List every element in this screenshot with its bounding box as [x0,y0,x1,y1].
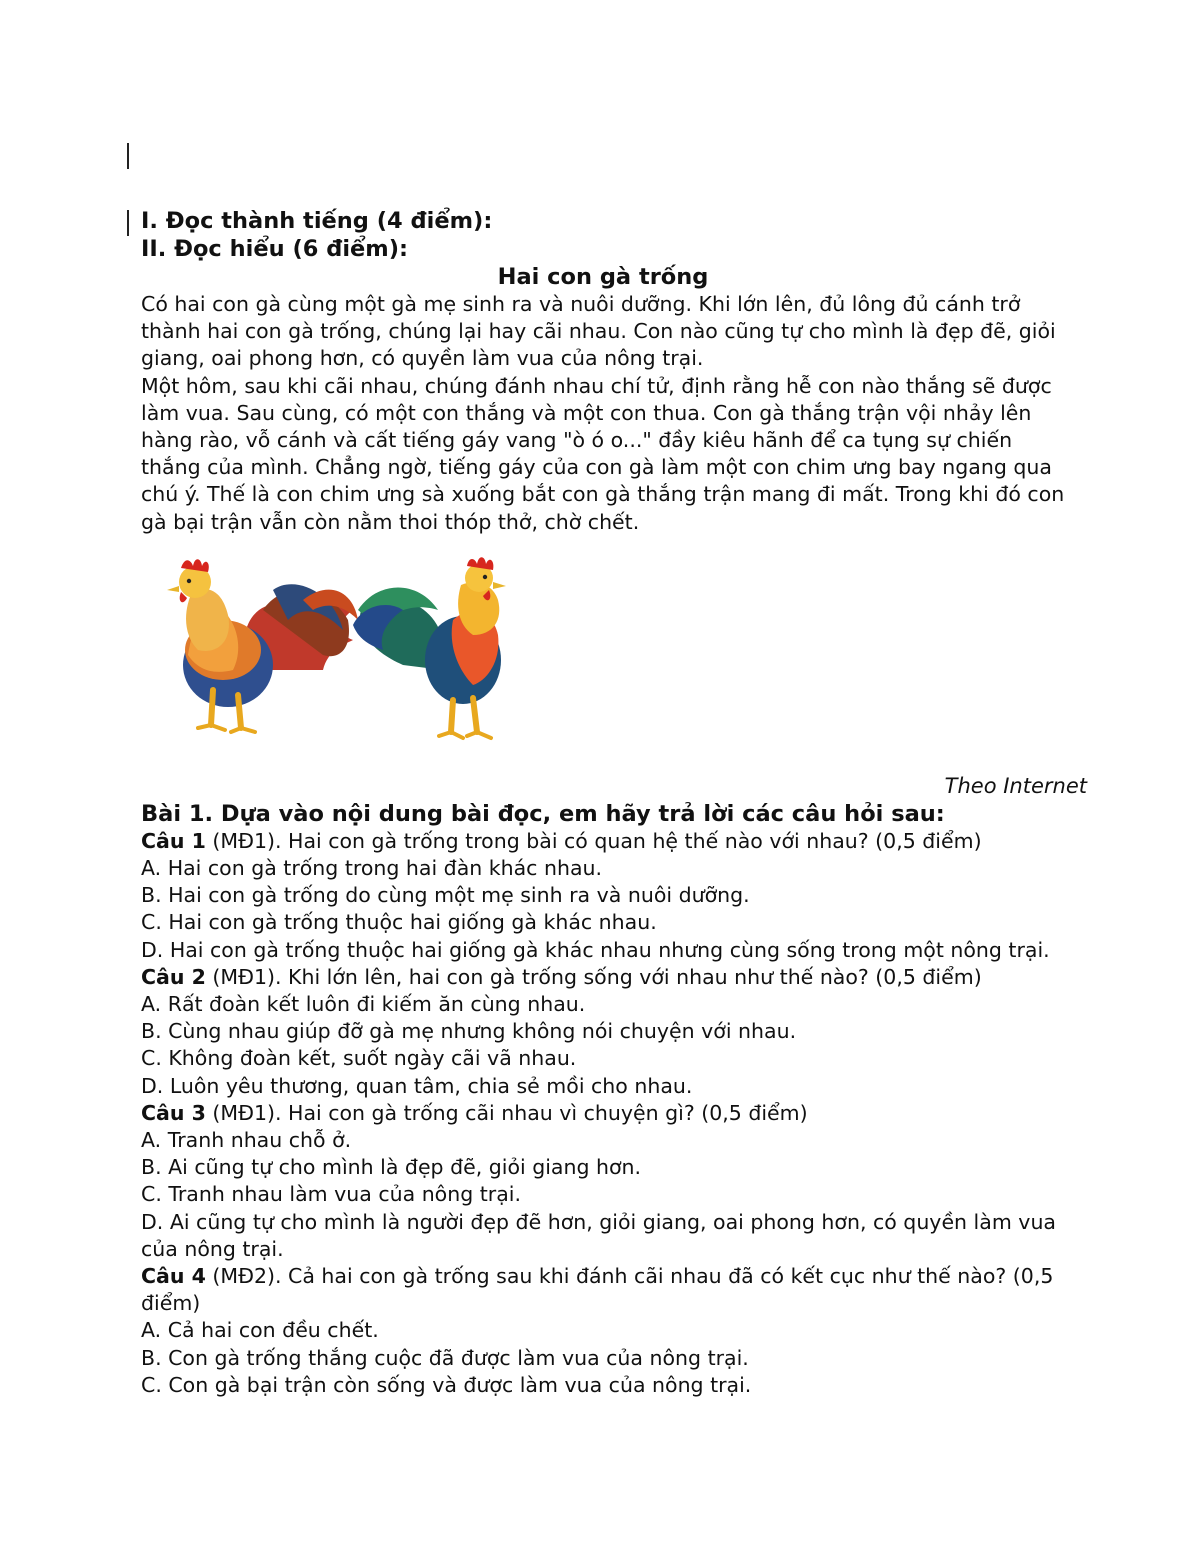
question-4 [141,1263,1071,1317]
question-4-option-a: A. Cả hai con đều chết. [141,1318,379,1343]
question-3-option-b: B. Ai cũng tự cho mình là đẹp đẽ, giỏi giang hơn. [141,1155,642,1180]
question-1 [141,828,1071,855]
question-4-option-b: B. Con gà trống thắng cuộc đã được làm vua của nông trại. [141,1345,749,1370]
section-reading-comprehension: II. Đọc hiểu (6 điểm): [141,236,409,262]
question-1-label: Câu 1 [141,828,206,853]
question-2-option-b: B. Cùng nhau giúp đỡ gà mẹ nhưng không nói chuyện với nhau. [141,1019,797,1044]
question-4-text: (MĐ2). Cả hai con gà trống sau khi đánh cãi nhau đã có kết cục như thế nào? (0,5 điểm) [141,1264,1054,1316]
question-1-option-d: D. Hai con gà trống thuộc hai giống gà khác nhau nhưng cùng sống trong một nông trại. [141,937,1050,962]
question-3-label: Câu 3 [141,1100,206,1125]
two-roosters-image [153,550,533,750]
question-3-text: (MĐ1). Hai con gà trống cãi nhau vì chuyện gì? (0,5 điểm) [205,1100,808,1125]
question-3-option-d: D. Ai cũng tự cho mình là người đẹp đẽ hơn, giỏi giang, oai phong hơn, có quyền làm vua của nông trại. [141,1209,1056,1261]
right-rooster [353,557,506,738]
question-2-option-d: D. Luôn yêu thương, quan tâm, chia sẻ mồi cho nhau. [141,1073,693,1098]
question-2-option-a: A. Rất đoàn kết luôn đi kiếm ăn cùng nhau. [141,992,586,1017]
question-2-text: (MĐ1). Khi lớn lên, hai con gà trống sống với nhau như thế nào? (0,5 điểm) [205,964,982,989]
question-2 [141,964,1071,991]
question-4-option-c: C. Con gà bại trận còn sống và được làm vua của nông trại. [141,1372,752,1397]
question-3-option-c: C. Tranh nhau làm vua của nông trại. [141,1182,521,1207]
question-1-option-c: C. Hai con gà trống thuộc hai giống gà khác nhau. [141,910,657,935]
roosters-illustration [141,536,1071,772]
text-cursor-heading [127,210,129,236]
question-1-text: (MĐ1). Hai con gà trống trong bài có quan hệ thế nào với nhau? (0,5 điểm) [205,828,982,853]
exercise-title: Bài 1. Dựa vào nội dung bài đọc, em hãy trả lời các câu hỏi sau: [141,800,945,827]
question-1-option-a: A. Hai con gà trống trong hai đàn khác nhau. [141,856,603,881]
story-paragraph-1: Có hai con gà cùng một gà mẹ sinh ra và nuôi dưỡng. Khi lớn lên, đủ lông đủ cánh trở thành hai con gà trống, chúng lại hay cãi nhau. Con nào cũng tự cho mình là đẹp đẽ, giỏi giang, oai phong hơn, có quyền làm vua của nông trại. [141,292,1056,371]
left-rooster [167,559,358,732]
question-3-option-a: A. Tranh nhau chỗ ở. [141,1128,352,1153]
text-cursor-top [127,143,129,169]
story-body [141,291,1071,536]
story-title: Hai con gà trống [497,264,709,290]
question-2-label: Câu 2 [141,964,206,989]
story-source: Theo Internet [944,773,1087,798]
question-3 [141,1100,1071,1127]
question-1-option-b: B. Hai con gà trống do cùng một mẹ sinh ra và nuôi dưỡng. [141,883,750,908]
question-2-option-c: C. Không đoàn kết, suốt ngày cãi vã nhau. [141,1046,577,1071]
section-reading-aloud: I. Đọc thành tiếng (4 điểm): [141,208,493,234]
document-page [141,207,1087,1399]
story-paragraph-2: Một hôm, sau khi cãi nhau, chúng đánh nhau chí tử, định rằng hễ con nào thắng sẽ được làm vua. Sau cùng, có một con thắng và một con thua. Con gà thắng trận vội nhảy lên hàng rào, vỗ cánh và cất tiếng gáy vang "ò ó o..." đầy kiêu hãnh để ca tụng sự chiến thắng của mình. Chẳng ngờ, tiếng gáy của con gà làm một con chim ưng bay ngang qua chú ý. Thế là con chim ưng sà xuống bắt con gà thắng trận mang đi mất. Trong khi đó con gà bại trận vẫn còn nằm thoi thóp thở, chờ chết. [141,373,1065,534]
question-4-label: Câu 4 [141,1264,206,1289]
